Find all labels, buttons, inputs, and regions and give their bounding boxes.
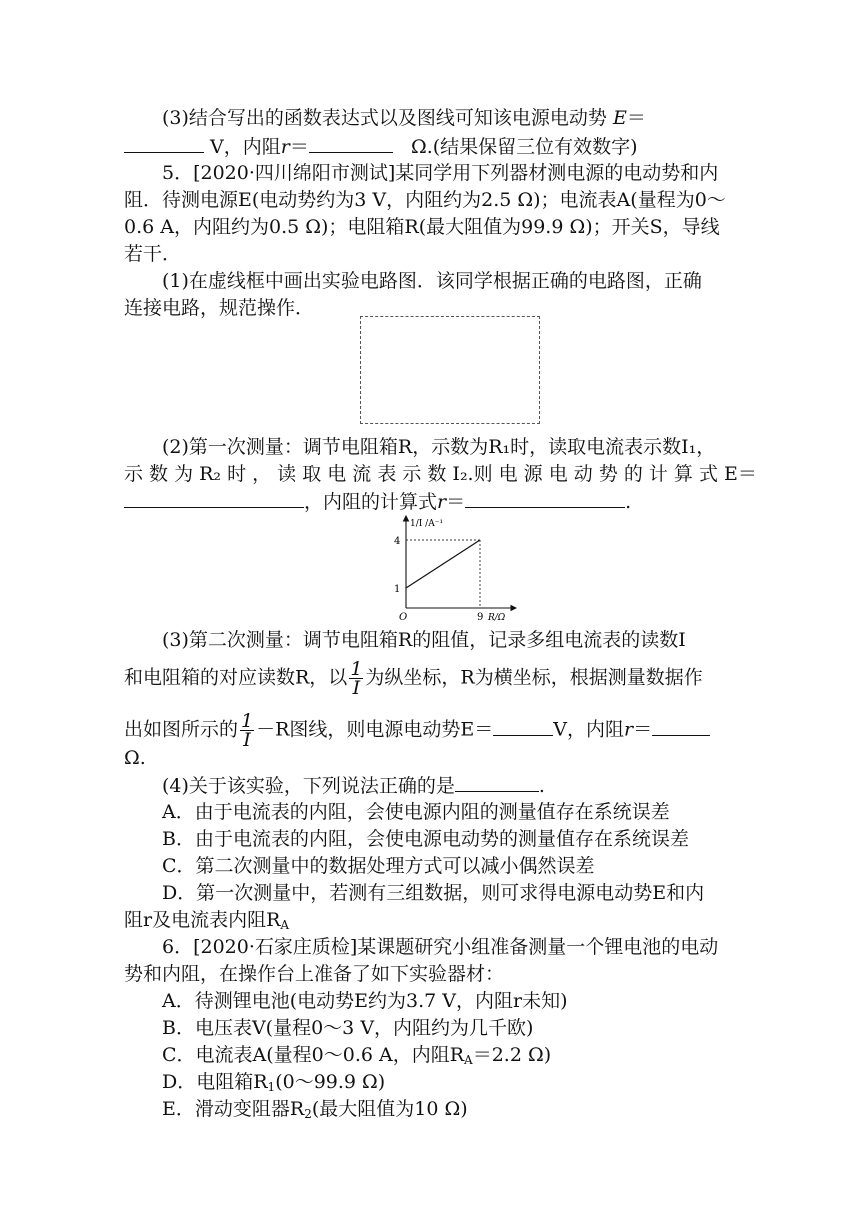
text: E．滑动变阻器R <box>162 1098 305 1120</box>
q6-intro-line1: 6．[2020·石家庄质检]某课题研究小组准备测量一个锂电池的电动 <box>162 936 719 958</box>
answer-blank[interactable] <box>493 717 553 736</box>
text: (3)结合写出的函数表达式以及图线可知该电源电动势 <box>162 107 607 129</box>
q5-part2-line3 <box>124 489 631 514</box>
subscript: A <box>464 1053 473 1067</box>
q5-part3-line4: Ω. <box>124 747 146 769</box>
numerator: 1 <box>350 658 363 680</box>
q5-part1-line1: (1)在虚线框中画出实验电路图．该同学根据正确的电路图，正确 <box>162 270 702 292</box>
q4-part3-line2 <box>124 134 638 159</box>
q6-option-b: B．电压表V(量程0～3 V，内阻约为几千欧) <box>162 1017 534 1039</box>
q5-part4-line1 <box>162 773 545 798</box>
denominator: I <box>243 729 251 751</box>
q5-option-a: A．由于电流表的内阻，会使电源内阻的测量值存在系统误差 <box>162 801 670 823</box>
text: . <box>625 491 632 513</box>
text: ，内阻的计算式 <box>304 491 438 513</box>
answer-blank[interactable] <box>124 489 304 508</box>
text: ＝ <box>289 136 309 158</box>
var-r: r <box>280 136 290 158</box>
q6-option-c <box>162 1043 551 1072</box>
text: ＝2.2 Ω) <box>472 1044 552 1066</box>
text: ＝ <box>633 718 653 741</box>
q6-option-a: A．待测锂电池(电动势E约为3.7 V，内阻r未知) <box>162 990 568 1012</box>
var-r: r <box>624 718 634 741</box>
answer-blank[interactable] <box>465 489 625 508</box>
text: 和电阻箱的对应读数R，以 <box>124 666 348 689</box>
q5-part3-line3 <box>124 712 710 749</box>
fraction-one-over-i <box>240 712 254 749</box>
subscript: 1 <box>267 1080 276 1094</box>
q5-option-d-line1: D．第一次测量中，若测有三组数据，则可求得电源电动势E和内 <box>162 882 705 904</box>
q5-part2-line2: 示 数 为 R₂ 时 ， 读 取 电 流 表 示 数 I₂.则 电 源 电 动 势 的 计 算 式 E＝ <box>124 463 757 485</box>
answer-blank[interactable] <box>309 134 393 153</box>
q5-option-b: B．由于电流表的内阻，会使电源电动势的测量值存在系统误差 <box>162 828 689 850</box>
text: (4)关于该实验，下列说法正确的是 <box>162 775 455 797</box>
y-axis-label: 1/I /A⁻¹ <box>410 519 444 529</box>
numerator: 1 <box>241 710 254 732</box>
var-e: E <box>612 107 627 129</box>
q5-part1-line2: 连接电路，规范操作． <box>124 297 315 319</box>
answer-blank[interactable] <box>455 773 539 792</box>
text: ＝ <box>446 491 466 513</box>
x-tick-9: 9 <box>477 612 484 622</box>
text: ＝ <box>626 107 646 129</box>
text: D．电阻箱R <box>162 1071 268 1093</box>
q5-part2-line1: (2)第一次测量：调节电阻箱R，示数为R₁时，读取电流表示数I₁， <box>162 436 716 458</box>
q4-part3-line1 <box>162 106 646 130</box>
text: 阻r及电流表内阻R <box>124 909 281 931</box>
q5-option-d-line2 <box>124 908 289 937</box>
text: 出如图所示的 <box>124 718 239 741</box>
subscript: A <box>280 918 290 932</box>
answer-blank[interactable] <box>124 134 204 153</box>
subscript: 2 <box>304 1107 312 1121</box>
text: (最大阻值为10 Ω) <box>311 1098 468 1120</box>
q5-intro-line3: 0.6 A，内阻约为0.5 Ω)；电阻箱R(最大阻值为99.9 Ω)；开关S，导线 <box>124 216 720 238</box>
y-tick-4: 4 <box>394 536 401 547</box>
text: C．电流表A(量程0～0.6 A，内阻R <box>162 1044 465 1066</box>
text: V，内阻 <box>210 136 281 158</box>
q5-intro-line2: 阻．待测电源E(电动势约为3 V，内阻约为2.5 Ω)；电流表A(量程为0～ <box>124 189 726 211</box>
q6-option-e <box>162 1097 468 1126</box>
text: (0～99.9 Ω) <box>275 1071 386 1093</box>
q6-option-d <box>162 1070 385 1099</box>
graph-line <box>406 540 480 588</box>
q5-part3-line1: (3)第二次测量：调节电阻箱R的阻值，记录多组电流表的读数I <box>162 629 686 651</box>
text: －R图线，则电源电动势E＝ <box>256 718 494 741</box>
q5-option-c: C．第二次测量中的数据处理方式可以减小偶然误差 <box>162 855 595 877</box>
circuit-drawing-box[interactable] <box>360 316 540 424</box>
origin-label: O <box>399 612 408 622</box>
text: . <box>538 775 545 797</box>
text: Ω.(结果保留三位有效数字) <box>410 136 638 158</box>
y-tick-1: 1 <box>394 584 401 595</box>
x-axis-label: R/Ω <box>488 613 506 622</box>
inverse-current-vs-resistance-graph <box>380 510 520 622</box>
var-r: r <box>437 491 447 513</box>
fraction-one-over-i <box>349 660 363 697</box>
answer-blank[interactable] <box>652 717 710 736</box>
text: 为纵坐标，R为横坐标，根据测量数据作 <box>365 666 703 689</box>
q6-intro-line2: 势和内阻，在操作台上准备了如下实验器材： <box>124 963 505 985</box>
denominator: I <box>352 677 361 699</box>
q5-intro-line4: 若干． <box>124 243 182 265</box>
q5-part3-line2 <box>124 660 703 697</box>
q5-intro-line1: 5．[2020·四川绵阳市测试]某同学用下列器材测电源的电动势和内 <box>162 162 719 184</box>
text: V，内阻 <box>553 718 625 741</box>
